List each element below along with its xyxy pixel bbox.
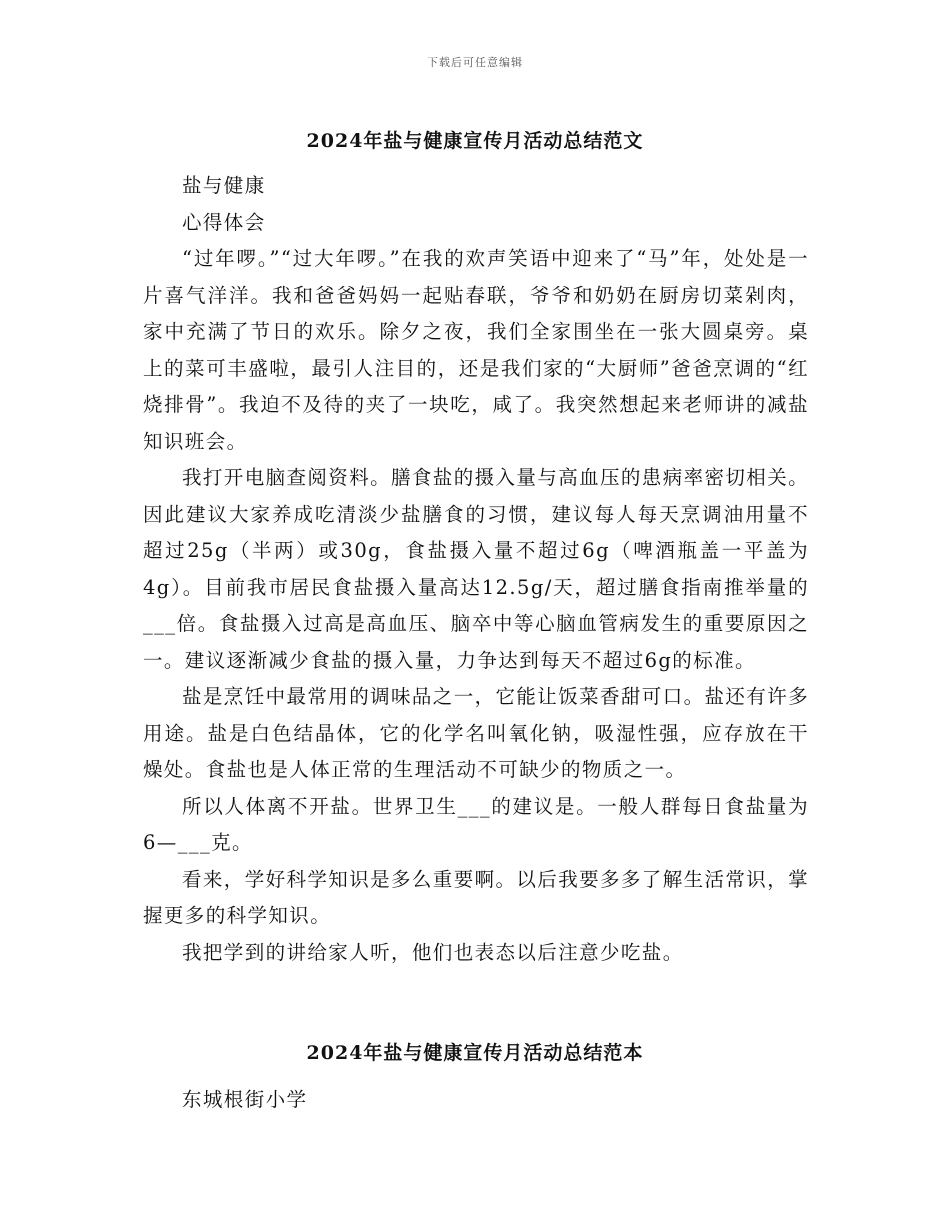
school-name: 东城根街小学 — [182, 1088, 308, 1111]
paragraph: 我把学到的讲给家人听，他们也表态以后注意少吃盐。 — [182, 940, 684, 964]
subtitle-line: 心得体会 — [182, 210, 266, 234]
document-title: 2024年盐与健康宣传月活动总结范文 — [306, 130, 644, 152]
section-2-body — [143, 1082, 809, 1119]
paragraph: 我打开电脑查阅资料。膳食盐的摄入量与高血压的患病率密切相关。因此建议大家养成吃清淡少盐膳食的习惯，建议每人每天烹调油用量不超过25g（半两）或30g，食盐摄入量不超过6g（啤酒瓶盖一平盖为4g）。目前我市居民食盐摄入量高达12.5g/天，超过膳食指南推举量的___倍。食盐摄入过高是高血压、脑卒中等心脑血管病发生的重要原因之一。建议逐渐减少食盐的摄入量，力争达到每天不超过6g的标准。 — [143, 466, 810, 672]
section-2-title: 2024年盐与健康宣传月活动总结范本 — [306, 1042, 644, 1064]
paragraph: 看来，学好科学知识是多么重要啊。以后我要多多了解生活常识，掌握更多的科学知识。 — [143, 867, 810, 927]
header-note: 下载后可任意编辑 — [427, 56, 523, 69]
section-1-body — [143, 168, 809, 971]
paragraph: “过年啰。”“过大年啰。”在我的欢声笑语中迎来了“马”年，处处是一片喜气洋洋。我和爸爸妈妈一起贴春联，爷爷和奶奶在厨房切菜剁肉，家中充满了节日的欢乐。除夕之夜，我们全家围坐在一张大圆桌旁。桌上的菜可丰盛啦，最引人注目的，还是我们家的“大厨师”爸爸烹调的“红烧排骨”。我迫不及待的夹了一块吃，咸了。我突然想起来老师讲的减盐知识班会。 — [143, 247, 809, 453]
paragraph: 盐是烹饪中最常用的调味品之一，它能让饭菜香甜可口。盐还有许多用途。盐是白色结晶体，它的化学名叫氧化钠，吸湿性强，应存放在干燥处。食盐也是人体正常的生理活动不可缺少的物质之一。 — [143, 685, 810, 781]
paragraph: 所以人体离不开盐。世界卫生___的建议是。一般人群每日食盐量为6—___克。 — [143, 794, 809, 854]
subtitle-line: 盐与健康 — [182, 174, 266, 197]
